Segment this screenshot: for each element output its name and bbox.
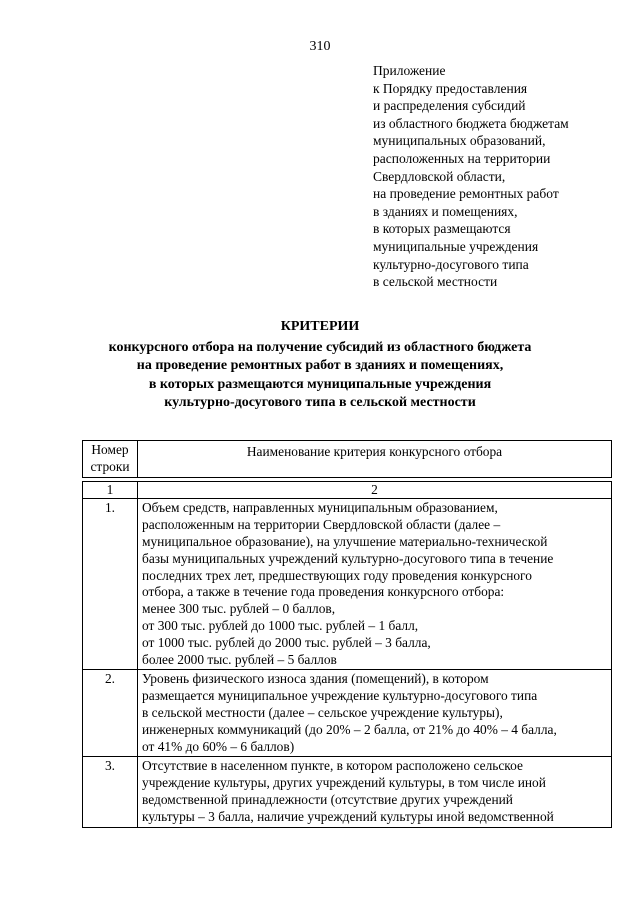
appendix-line: из областного бюджета бюджетам	[373, 115, 569, 131]
appendix-line: Приложение	[373, 63, 446, 78]
row-line: последних трех лет, предшествующих году проведения конкурсного	[142, 567, 532, 583]
row-line: отбора, а также в течение года проведения конкурсного отбора:	[142, 584, 505, 600]
table-row	[83, 757, 612, 827]
header-number-cell	[83, 441, 138, 478]
row-line: инженерных коммуникаций (до 20% – 2 балла, от 21% до 40% – 4 балла,	[142, 721, 557, 737]
row-line: более 2000 тыс. рублей – 5 баллов	[142, 651, 337, 667]
column-index: 2	[138, 481, 612, 499]
table-row	[83, 499, 612, 670]
header-number-line: Номер	[91, 442, 129, 457]
title-heading: КРИТЕРИИ	[280, 319, 360, 334]
appendix-line: в сельской местности	[373, 274, 498, 290]
table-row	[83, 670, 612, 757]
row-line: Объем средств, направленных муниципальным образованием,	[142, 500, 498, 516]
row-number: 2.	[83, 670, 138, 757]
row-line: Уровень физического износа здания (помещений), в котором	[142, 671, 489, 687]
row-number: 3.	[83, 757, 138, 827]
appendix-line: Свердловской области,	[373, 168, 506, 184]
appendix-line: культурно-досугового типа	[373, 256, 529, 272]
row-text	[138, 670, 612, 757]
row-line: муниципальное образование), на улучшение материально-технической	[142, 533, 548, 549]
row-line: размещается муниципальное учреждение культурно-досугового типа	[142, 688, 538, 704]
row-line: ведомственной принадлежности (отсутствие других учреждений	[142, 791, 513, 807]
row-text	[138, 757, 612, 827]
appendix-line: на проведение ремонтных работ	[373, 186, 559, 202]
appendix-line: муниципальные учреждения	[373, 238, 539, 254]
title-line: конкурсного отбора на получение субсидий из областного бюджета	[108, 339, 532, 355]
row-line: в сельской местности (далее – сельское учреждение культуры),	[142, 704, 503, 720]
header-name-cell: Наименование критерия конкурсного отбора	[138, 441, 612, 478]
title-line: культурно-досугового типа в сельской местности	[164, 395, 476, 410]
appendix-line: и распределения субсидий	[373, 98, 526, 114]
header-number-line: строки	[90, 458, 130, 474]
row-line: Отсутствие в населенном пункте, в котором расположено сельское	[142, 758, 523, 774]
appendix-line: к Порядку предоставления	[373, 80, 528, 96]
row-number: 1.	[83, 499, 138, 670]
document-title	[0, 318, 640, 413]
row-text	[138, 499, 612, 670]
appendix-line: в которых размещаются	[373, 221, 511, 237]
appendix-note	[373, 62, 569, 291]
row-line: учреждение культуры, других учреждений культуры, в том числе иной	[142, 775, 546, 791]
appendix-line: муниципальных образований,	[373, 133, 546, 149]
row-line: базы муниципальных учреждений культурно-досугового типа в течение	[142, 550, 554, 566]
title-line: в которых размещаются муниципальные учреждения	[148, 376, 492, 392]
row-line: менее 300 тыс. рублей – 0 баллов,	[142, 601, 336, 617]
row-line: от 1000 тыс. рублей до 2000 тыс. рублей – 3 балла,	[142, 634, 431, 650]
row-line: культуры – 3 балла, наличие учреждений культуры иной ведомственной	[142, 808, 554, 824]
criteria-table	[82, 440, 612, 828]
appendix-line: расположенных на территории	[373, 150, 551, 166]
column-index: 1	[83, 481, 138, 499]
table-header-row	[83, 441, 612, 478]
row-line: от 41% до 60% – 6 баллов)	[142, 738, 295, 754]
page-number: 310	[309, 39, 331, 54]
column-index-row	[83, 481, 612, 499]
title-line: на проведение ремонтных работ в зданиях и помещениях,	[136, 358, 504, 373]
appendix-line: в зданиях и помещениях,	[373, 203, 518, 219]
row-line: расположенным на территории Свердловской области (далее –	[142, 517, 501, 533]
row-line: от 300 тыс. рублей до 1000 тыс. рублей – 1 балл,	[142, 617, 419, 633]
